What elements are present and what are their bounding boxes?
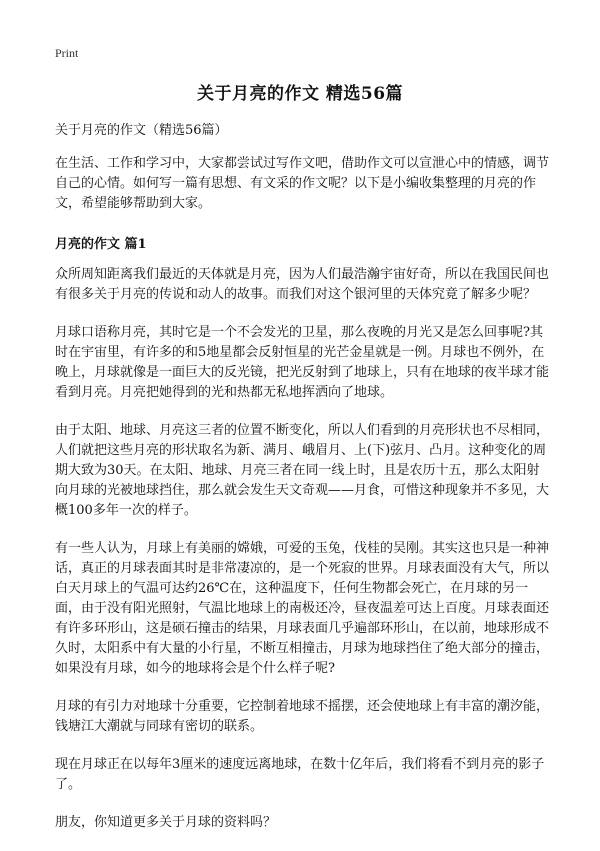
article-body [55,121,550,851]
paragraph: 众所周知距离我们最近的天体就是月亮，因为人们最浩瀚宇宙好奇，所以在我国民间也有很多关于月亮的传说和动人的故事。而我们对这个银河里的天体究竟了解多少呢？ [55,267,550,302]
paragraph: 有一些人认为，月球上有美丽的嫦娥，可爱的玉兔，伐桂的吴刚。其实这也只是一种神话，真正的月球表面其时是非常凄凉的，是一个死寂的世界。月球表面没有大气，所以白天月球上的气温可达约26℃在，这种温度下，任何生物都会死亡，在月球的另一面，由于没有阳光照射，气温比地球上的南极还冷，昼夜温差可达上百度。月球表面还有许多环形山，这是硕石撞击的结果，月球表面几乎遍部环形山，在以前，地球形成不久时，太阳系中有大量的小行星，不断互相撞击，月球为地球挡住了绝大部分的撞击，如果没有月球，如今的地球将会是个什么样子呢? [55,541,550,676]
paragraph: 现在月球正在以每年3厘米的速度远离地球，在数十亿年后，我们将看不到月亮的影子了。 [55,757,545,792]
section-heading: 月亮的作文 篇1 [55,237,147,252]
print-link[interactable]: Print [55,46,79,60]
page-title: 关于月亮的作文 精选56篇 [196,84,404,104]
paragraph: 朋友，你知道更多关于月球的资料吗？ [55,815,277,830]
paragraph: 月球的有引力对地球十分重要，它控制着地球不摇摆，还会使地球上有丰富的潮汐能，钱塘江大潮就与同球有密切的联系。 [55,699,550,734]
intro-paragraph: 在生活、工作和学习中，大家都尝试过写作文吧，借助作文可以宣泄心中的情感，调节自己的心情。如何写一篇有思想、有文采的作文呢？以下是小编收集整理的月亮的作文，希望能够帮助到大家。 [55,156,550,211]
paragraph: 由于太阳、地球、月亮这三者的位置不断变化，所以人们看到的月亮形状也不尽相同，人们就把这些月亮的形状取名为新、满月、峨眉月、上(下)弦月、凸月。这种变化的周期大致为30天。在太阳、地球、月亮三者在同一线上时，且是农历十五，那么太阳射向月球的光被地球挡住，那么就会发生天文奇观——月食，可惜这种现象并不多见，大概100多年一次的样子。 [55,423,550,518]
paragraph: 月球口语称月亮，其时它是一个不会发光的卫星，那么夜晚的月光又是怎么回事呢?其时在宇宙里，有许多的和5地星都会反射恒星的光芒金星就是一例。月球也不例外，在晚上，月球就像是一面巨大的反光镜，把光反射到了地球上，只有在地球的夜半球才能看到月亮。月亮把她得到的光和热都无私地挥洒向了地球。 [55,325,550,400]
article-subtitle: 关于月亮的作文（精选56篇） [55,123,228,138]
